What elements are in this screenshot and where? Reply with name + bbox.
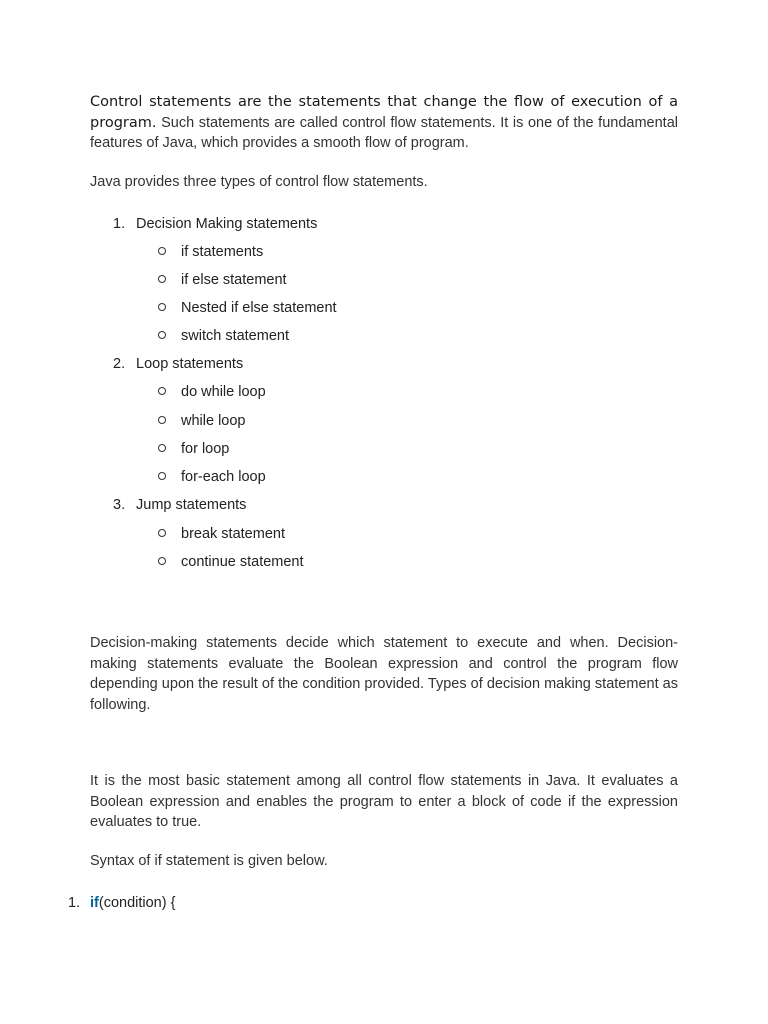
circle-bullet-icon [158,416,166,424]
circle-bullet-icon [158,303,166,311]
list-item: continue statement [158,552,304,572]
types-intro-text: Java provides three types of control flow statements. [90,174,428,190]
category-decision-making: 1. Decision Making statements [113,216,318,232]
code-keyword: if [90,895,99,911]
list-item: if else statement [158,270,287,290]
decision-making-paragraph: Decision-making statements decide which statement to execute and when. Decision-making statements evaluate the Boolean expression and control the program flow depending upon the result of the condition provided. Types of decision making statement as following. [90,635,678,713]
list-item: switch statement [158,326,289,346]
list-item: break statement [158,524,285,544]
code-line [68,893,175,913]
intro-lead-sentence: Control statements are the statements that change the flow of execution of a program. [90,94,678,131]
code-line-number: 1. [68,895,81,911]
list-item: for-each loop [158,467,266,487]
circle-bullet-icon [158,529,166,537]
list-item: while loop [158,411,246,431]
intro-paragraph [90,92,678,154]
circle-bullet-icon [158,275,166,283]
list-item: if statements [158,242,263,262]
if-statement-paragraph: It is the most basic statement among all control flow statements in Java. It evaluates a Boolean expression and enables the program to enter a block of code if the expression evaluates to true. [90,773,678,830]
list-item: for loop [158,439,229,459]
circle-bullet-icon [158,247,166,255]
list-item: do while loop [158,382,266,402]
intro-rest-text: Such statements are called control flow statements. It is one of the fundamental features of Java, which provides a smooth flow of program. [90,114,678,151]
list-item: Nested if else statement [158,298,337,318]
circle-bullet-icon [158,557,166,565]
circle-bullet-icon [158,387,166,395]
syntax-intro-text: Syntax of if statement is given below. [90,853,328,869]
circle-bullet-icon [158,472,166,480]
category-label: Loop statements [136,356,244,372]
code-text: (condition) { [98,895,176,911]
circle-bullet-icon [158,331,166,339]
category-jump: 3. Jump statements [113,497,247,513]
category-label: Jump statements [136,497,247,513]
category-label: Decision Making statements [136,216,318,232]
circle-bullet-icon [158,444,166,452]
category-loop: 2. Loop statements [113,356,244,372]
